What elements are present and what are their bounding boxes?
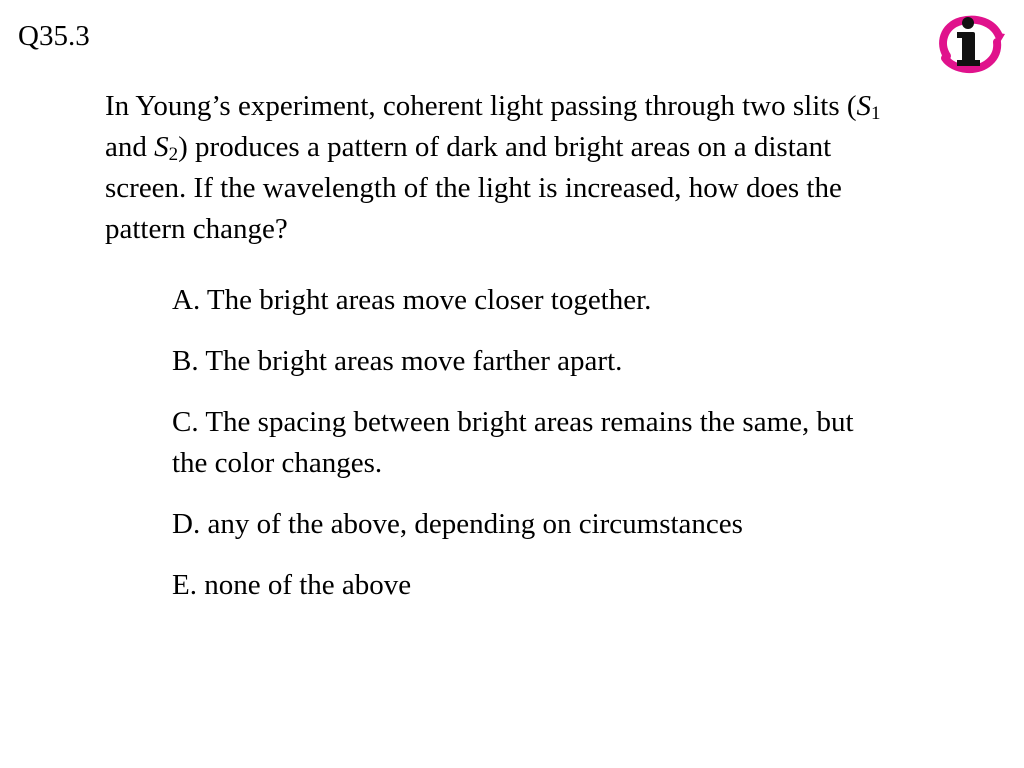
question-text (105, 86, 905, 250)
answer-choices (172, 280, 892, 626)
slit-subscript-2: 2 (168, 144, 179, 165)
slit-symbol-2: S (154, 131, 169, 163)
choice-d[interactable]: D. any of the above, depending on circumstances (172, 508, 743, 540)
choice-c[interactable]: C. The spacing between bright areas remains the same, but the color changes. (172, 406, 854, 479)
info-person-icon (935, 12, 1007, 74)
slit-subscript-1: 1 (871, 103, 881, 124)
choice-e[interactable]: E. none of the above (172, 569, 412, 601)
question-part-2: ) produces a pattern of dark and bright areas on a distant screen. If the wavelength of the light is increased, how does the pattern change? (105, 131, 842, 245)
slide-number: Q35.3 (18, 20, 90, 52)
choice-a[interactable]: A. The bright areas move closer together. (172, 284, 652, 316)
question-part-1: In Young’s experiment, coherent light passing through two slits ( (105, 90, 857, 122)
question-conjunction: and (105, 131, 155, 163)
slit-symbol-1: S (856, 90, 872, 122)
choice-b[interactable]: B. The bright areas move farther apart. (172, 345, 623, 377)
